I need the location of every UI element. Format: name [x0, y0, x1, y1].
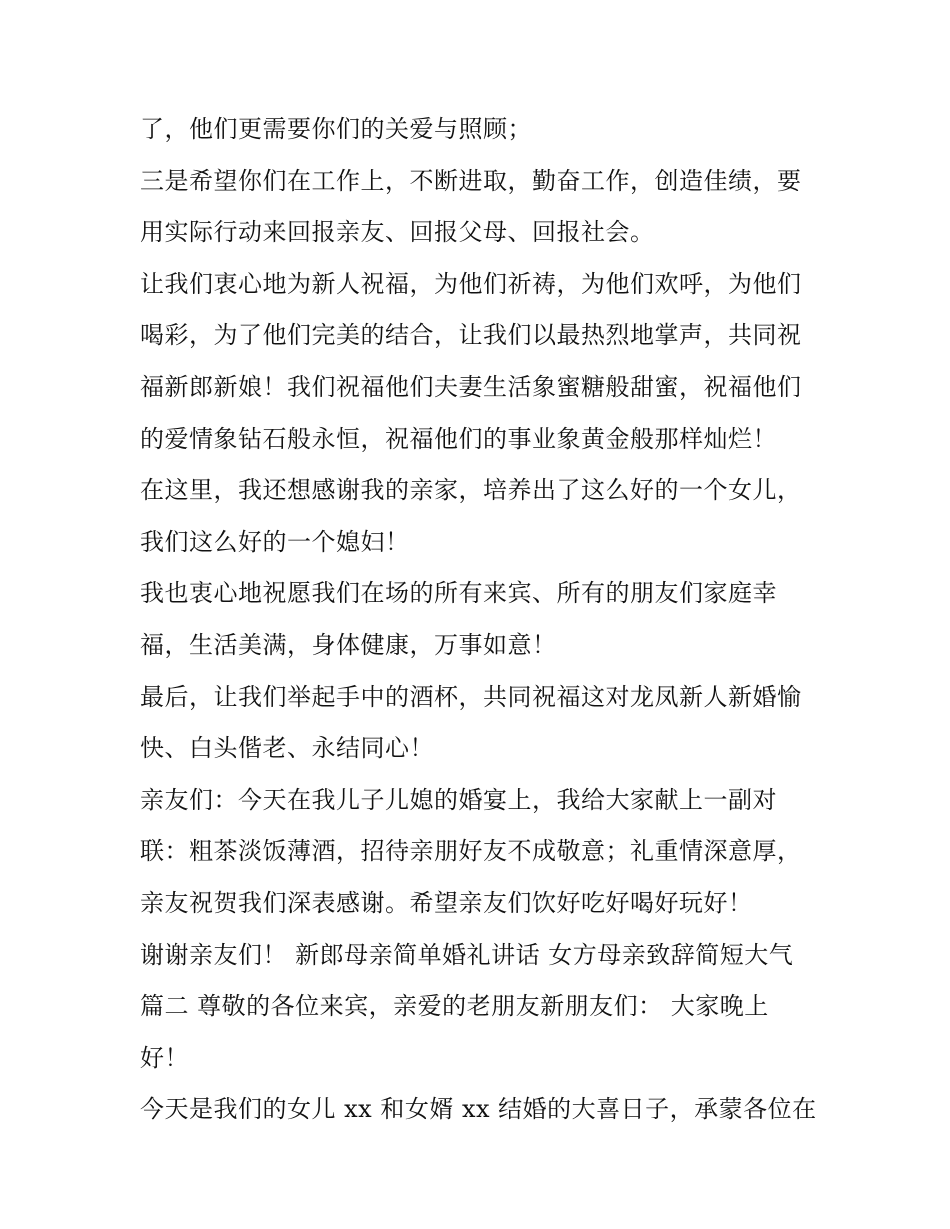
text-line: 联：粗茶淡饭薄酒，招待亲朋好友不成敬意；礼重情深意厚，	[140, 837, 802, 866]
text-line: 亲友们：今天在我儿子儿媳的婚宴上，我给大家献上一副对	[140, 785, 777, 814]
text-line: 的爱情象钻石般永恒，祝福他们的事业象黄金般那样灿烂！	[140, 424, 777, 453]
text-line: 好！	[140, 1043, 189, 1072]
text-line: 福新郎新娘！我们祝福他们夫妻生活象蜜糖般甜蜜，祝福他们	[140, 372, 802, 401]
text-line: 今天是我们的女儿 xx 和女婿 xx 结婚的大喜日子，承蒙各位在	[140, 1095, 817, 1124]
document-body	[140, 104, 820, 1136]
text-line: 福，生活美满，身体健康，万事如意！	[140, 630, 557, 659]
text-line: 了，他们更需要你们的关爱与照顾；	[140, 115, 532, 143]
text-line: 我们这么好的一个媳妇！	[140, 527, 410, 556]
text-line: 谢谢亲友们！ 新郎母亲简单婚礼讲话 女方母亲致辞简短大气	[140, 940, 794, 969]
text-line: 最后，让我们举起手中的酒杯，共同祝福这对龙凤新人新婚愉	[140, 682, 802, 711]
text-line: 三是希望你们在工作上，不断进取，勤奋工作，创造佳绩，要	[140, 166, 802, 195]
text-line: 用实际行动来回报亲友、回报父母、回报社会。	[140, 218, 655, 247]
text-line: 让我们衷心地为新人祝福，为他们祈祷，为他们欢呼，为他们	[140, 269, 802, 298]
text-line: 喝彩，为了他们完美的结合，让我们以最热烈地掌声，共同祝	[140, 321, 802, 350]
text-line: 亲友祝贺我们深表感谢。希望亲友们饮好吃好喝好玩好！	[140, 888, 753, 917]
text-line: 快、白头偕老、永结同心！	[140, 734, 434, 763]
text-line: 在这里，我还想感谢我的亲家，培养出了这么好的一个女儿，	[140, 476, 802, 505]
text-line: 我也衷心地祝愿我们在场的所有来宾、所有的朋友们家庭幸	[140, 579, 777, 608]
text-line: 篇二 尊敬的各位来宾，亲爱的老朋友新朋友们： 大家晚上	[140, 992, 769, 1021]
